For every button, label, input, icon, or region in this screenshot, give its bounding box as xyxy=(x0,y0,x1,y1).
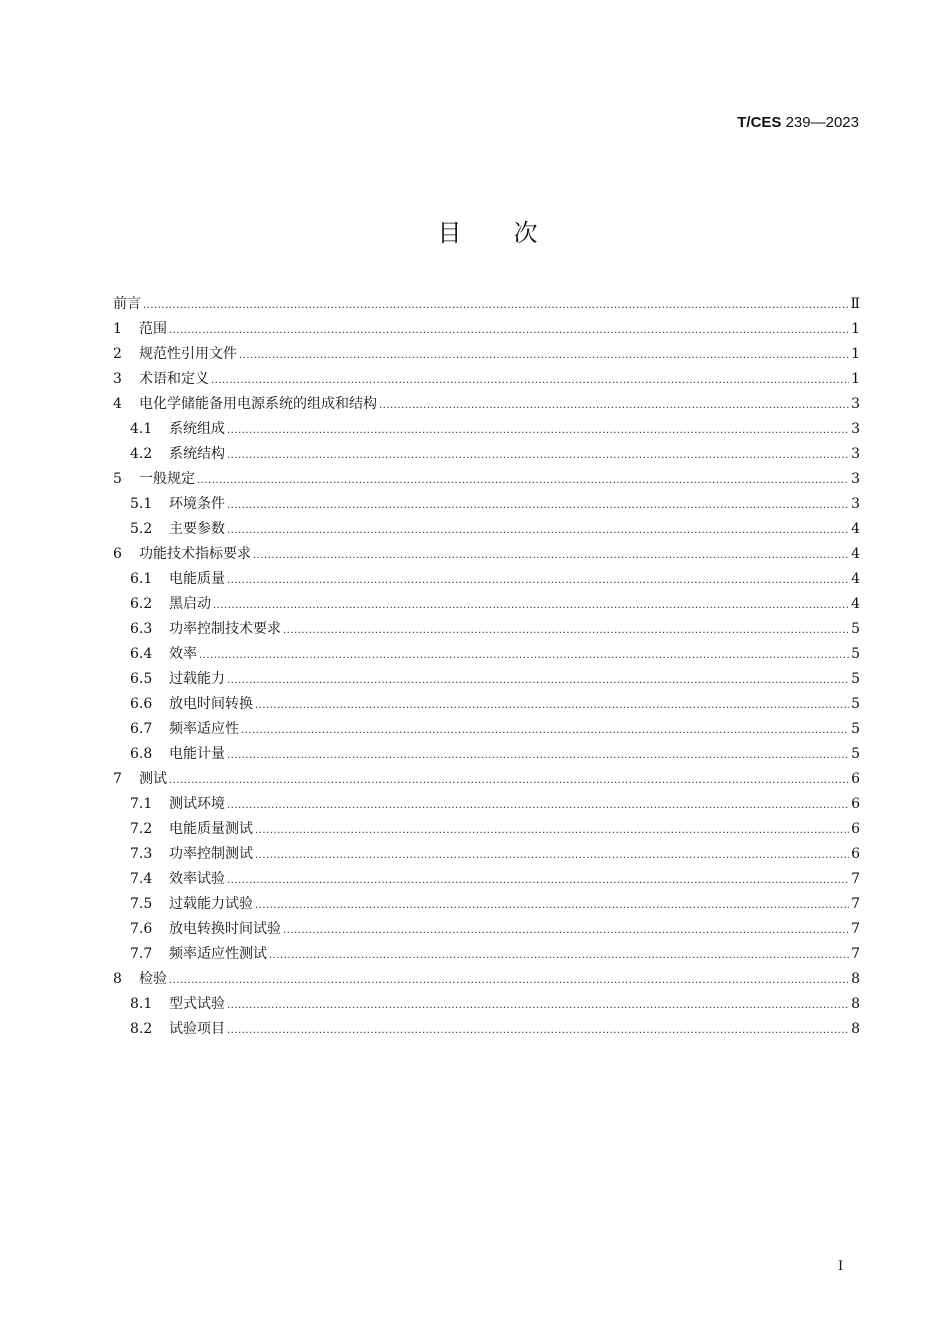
toc-entry-number: 7.2 xyxy=(130,821,153,837)
toc-title xyxy=(0,213,950,248)
toc-entry-number: 2 xyxy=(113,346,122,362)
toc-leader-dots xyxy=(227,418,849,443)
toc-leader-dots xyxy=(169,768,849,793)
toc-leader-dots xyxy=(283,918,849,943)
toc-leader-dots xyxy=(255,843,849,868)
toc-entry[interactable] xyxy=(113,742,860,767)
toc-leader-dots xyxy=(269,943,849,968)
toc-entry[interactable] xyxy=(113,892,860,917)
toc-entry[interactable] xyxy=(113,517,860,542)
toc-entry[interactable] xyxy=(113,967,860,992)
toc-entry-page: 5 xyxy=(851,621,860,637)
toc-entry[interactable] xyxy=(113,692,860,717)
toc-entry-page: 6 xyxy=(851,796,860,812)
toc-entry-label: 效率试验 xyxy=(169,871,225,887)
toc-entry[interactable] xyxy=(113,667,860,692)
toc-entry-label: 功率控制技术要求 xyxy=(169,621,281,637)
toc-entry-page: 3 xyxy=(851,496,860,512)
toc-leader-dots xyxy=(255,693,849,718)
toc-entry-number: 4 xyxy=(113,396,122,412)
toc-entry[interactable] xyxy=(113,317,860,342)
toc-entry[interactable] xyxy=(113,392,860,417)
toc-entry-label: 过载能力试验 xyxy=(169,896,253,912)
toc-entry-page: 6 xyxy=(851,846,860,862)
toc-entry[interactable] xyxy=(113,292,860,317)
toc-entry-number: 7.5 xyxy=(130,896,153,912)
toc-leader-dots xyxy=(213,593,849,618)
toc-entry[interactable] xyxy=(113,767,860,792)
toc-entry-number: 6.4 xyxy=(130,646,153,662)
toc-entry-label: 规范性引用文件 xyxy=(139,346,237,362)
toc-entry[interactable] xyxy=(113,792,860,817)
toc-entry-label: 系统组成 xyxy=(169,421,225,437)
toc-leader-dots xyxy=(143,293,848,318)
toc-entry[interactable] xyxy=(113,617,860,642)
toc-entry-label: 检验 xyxy=(139,971,167,987)
toc-title-char-2: 次 xyxy=(513,219,538,247)
toc-entry[interactable] xyxy=(113,917,860,942)
toc-entry[interactable] xyxy=(113,1017,860,1042)
toc-entry-label: 范围 xyxy=(139,321,167,337)
toc-leader-dots xyxy=(227,493,849,518)
standard-code: 239—2023 xyxy=(785,114,859,131)
toc-entry-page: Ⅱ xyxy=(850,296,860,312)
toc-entry-label: 放电转换时间试验 xyxy=(169,921,281,937)
toc-entry-number: 7.7 xyxy=(130,946,153,962)
toc-entry-number: 6 xyxy=(113,546,122,562)
toc-entry-label: 测试环境 xyxy=(169,796,225,812)
toc-entry[interactable] xyxy=(113,442,860,467)
toc-entry-page: 8 xyxy=(851,996,860,1012)
toc-entry[interactable] xyxy=(113,592,860,617)
toc-entry-page: 3 xyxy=(851,396,860,412)
toc-entry-label: 功能技术指标要求 xyxy=(139,546,251,562)
toc-entry[interactable] xyxy=(113,542,860,567)
toc-entry-label: 过载能力 xyxy=(169,671,225,687)
toc-entry-page: 5 xyxy=(851,746,860,762)
toc-entry-label: 系统结构 xyxy=(169,446,225,462)
toc-entry-label: 效率 xyxy=(169,646,197,662)
toc-entry-page: 6 xyxy=(851,771,860,787)
toc-entry-number: 7.6 xyxy=(130,921,153,937)
toc-entry[interactable] xyxy=(113,367,860,392)
toc-entry-page: 5 xyxy=(851,646,860,662)
toc-entry-label: 测试 xyxy=(139,771,167,787)
toc-entry-number: 4.1 xyxy=(130,421,153,437)
toc-leader-dots xyxy=(253,543,849,568)
toc-entry-page: 4 xyxy=(851,571,860,587)
toc-entry-number: 8.1 xyxy=(130,996,153,1012)
toc-leader-dots xyxy=(255,818,849,843)
toc-entry-page: 8 xyxy=(851,971,860,987)
standard-prefix: T/CES xyxy=(737,114,782,131)
toc-leader-dots xyxy=(227,793,849,818)
toc-leader-dots xyxy=(199,643,849,668)
toc-leader-dots xyxy=(197,468,849,493)
toc-entry-label: 试验项目 xyxy=(169,1021,225,1037)
toc-entry-label: 频率适应性 xyxy=(169,721,239,737)
toc-leader-dots xyxy=(169,318,849,343)
toc-entry-number: 7 xyxy=(113,771,122,787)
toc-leader-dots xyxy=(379,393,849,418)
toc-entry-number: 3 xyxy=(113,371,122,387)
toc-leader-dots xyxy=(255,893,849,918)
toc-entry[interactable] xyxy=(113,417,860,442)
toc-entry-page: 8 xyxy=(851,1021,860,1037)
toc-entry-number: 5 xyxy=(113,471,122,487)
toc-entry[interactable] xyxy=(113,842,860,867)
toc-entry-number: 6.1 xyxy=(130,571,153,587)
toc-entry-label: 主要参数 xyxy=(169,521,225,537)
toc-leader-dots xyxy=(239,343,849,368)
toc-entry-number: 5.2 xyxy=(130,521,153,537)
toc-entry[interactable] xyxy=(113,942,860,967)
toc-leader-dots xyxy=(227,443,849,468)
toc-entry-label: 电能质量测试 xyxy=(169,821,253,837)
toc-entry-number: 7.4 xyxy=(130,871,153,887)
toc-entry-page: 4 xyxy=(851,521,860,537)
toc-entry-page: 7 xyxy=(851,921,860,937)
toc-entry-number: 1 xyxy=(113,321,122,337)
toc-leader-dots xyxy=(227,518,849,543)
toc-entry-page: 3 xyxy=(851,471,860,487)
toc-entry[interactable] xyxy=(113,342,860,367)
toc-entry-page: 6 xyxy=(851,821,860,837)
standard-number xyxy=(737,114,859,131)
toc-entry[interactable] xyxy=(113,642,860,667)
toc-entry-label: 前言 xyxy=(113,296,141,312)
toc-leader-dots xyxy=(227,868,849,893)
toc-leader-dots xyxy=(241,718,849,743)
toc-entry-label: 术语和定义 xyxy=(139,371,209,387)
toc-entry-label: 频率适应性测试 xyxy=(169,946,267,962)
toc-entry-number: 6.3 xyxy=(130,621,153,637)
toc-entry[interactable] xyxy=(113,492,860,517)
toc-entry-page: 1 xyxy=(851,371,860,387)
toc-entry-number: 5.1 xyxy=(130,496,153,512)
toc-entry-label: 型式试验 xyxy=(169,996,225,1012)
toc-leader-dots xyxy=(227,568,849,593)
toc-entry-page: 7 xyxy=(851,896,860,912)
toc-leader-dots xyxy=(227,993,849,1018)
toc-entry[interactable] xyxy=(113,817,860,842)
toc-entry-page: 5 xyxy=(851,721,860,737)
toc-entry-number: 6.2 xyxy=(130,596,153,612)
toc-entry-number: 6.8 xyxy=(130,746,153,762)
toc-entry[interactable] xyxy=(113,867,860,892)
toc-entry-number: 8.2 xyxy=(130,1021,153,1037)
toc-entry-page: 5 xyxy=(851,696,860,712)
toc-leader-dots xyxy=(211,368,849,393)
toc-leader-dots xyxy=(283,618,849,643)
toc-entry-label: 环境条件 xyxy=(169,496,225,512)
toc-leader-dots xyxy=(169,968,849,993)
toc-entry-page: 7 xyxy=(851,871,860,887)
toc-entry-page: 4 xyxy=(851,546,860,562)
toc-entry-label: 电能质量 xyxy=(169,571,225,587)
page-number: I xyxy=(838,1259,844,1274)
toc-entry[interactable] xyxy=(113,467,860,492)
toc-entry[interactable] xyxy=(113,567,860,592)
toc-entry-number: 6.5 xyxy=(130,671,153,687)
toc-entry-page: 7 xyxy=(851,946,860,962)
toc-entry-number: 8 xyxy=(113,971,122,987)
toc-leader-dots xyxy=(227,1018,849,1043)
toc-entry-label: 电能计量 xyxy=(169,746,225,762)
toc-entry-number: 7.1 xyxy=(130,796,153,812)
toc-entry-label: 黑启动 xyxy=(169,596,211,612)
toc-entry-number: 6.7 xyxy=(130,721,153,737)
toc-entry-label: 放电时间转换 xyxy=(169,696,253,712)
toc-leader-dots xyxy=(227,668,849,693)
table-of-contents xyxy=(113,292,860,1042)
toc-leader-dots xyxy=(227,743,849,768)
toc-entry-page: 4 xyxy=(851,596,860,612)
toc-entry-page: 5 xyxy=(851,671,860,687)
toc-entry-label: 功率控制测试 xyxy=(169,846,253,862)
toc-entry-number: 7.3 xyxy=(130,846,153,862)
toc-entry-number: 6.6 xyxy=(130,696,153,712)
toc-entry-page: 3 xyxy=(851,446,860,462)
toc-entry[interactable] xyxy=(113,717,860,742)
toc-entry[interactable] xyxy=(113,992,860,1017)
toc-entry-label: 电化学储能备用电源系统的组成和结构 xyxy=(139,396,377,412)
toc-entry-label: 一般规定 xyxy=(139,471,195,487)
toc-entry-number: 4.2 xyxy=(130,446,153,462)
toc-entry-page: 1 xyxy=(851,346,860,362)
toc-entry-page: 1 xyxy=(851,321,860,337)
toc-title-char-1: 目 xyxy=(437,219,462,247)
toc-entry-page: 3 xyxy=(851,421,860,437)
